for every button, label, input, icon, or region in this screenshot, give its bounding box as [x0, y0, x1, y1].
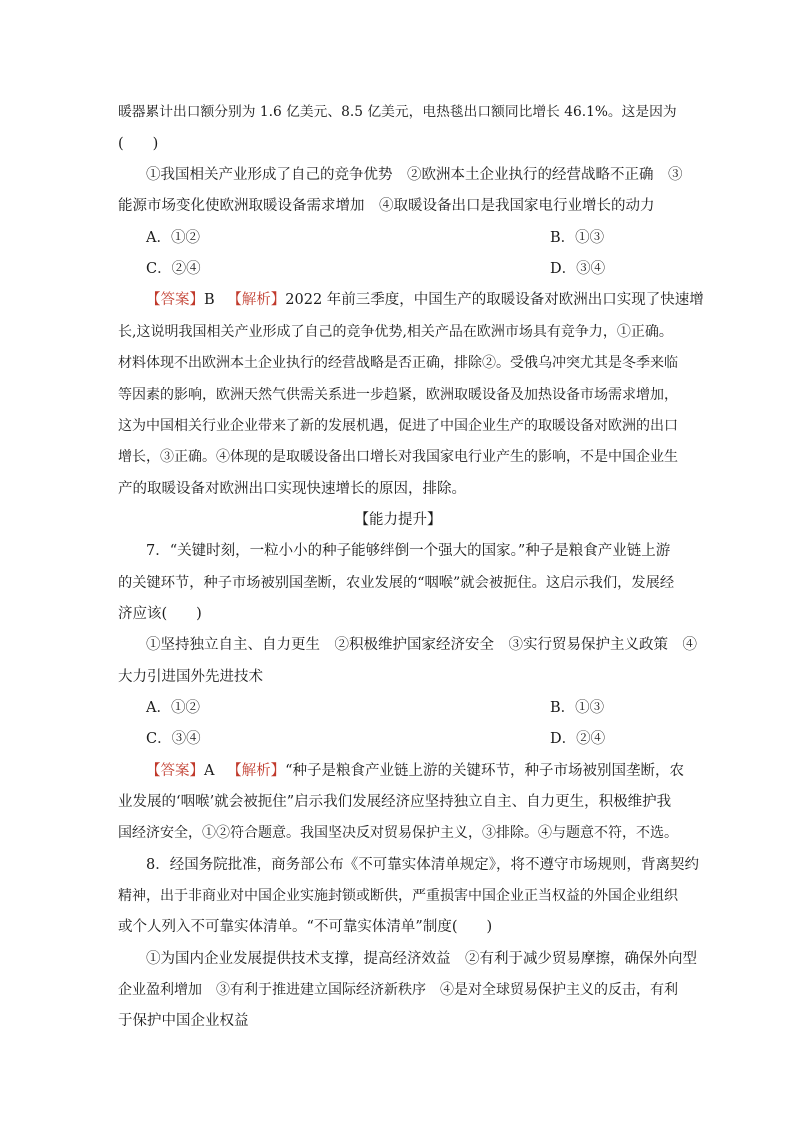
q7-answer-value: A	[204, 763, 215, 779]
q6-statements-line1: ①我国相关产业形成了自己的竞争优势 ②欧洲本土企业执行的经营战略不正确 ③	[146, 167, 683, 183]
q7-stem-line1: 7．“关键时刻，一粒小小的种子能够绊倒一个强大的国家。”种子是粮食产业链上游	[146, 543, 671, 559]
q6-analysis-line4: 等因素的影响，欧洲天然气供需关系进一步趋紧，欧洲取暖设备及加热设备市场需求增加，	[118, 387, 678, 403]
q6-option-a: A．①②	[146, 230, 200, 246]
q7-analysis-line2: 业发展的‘咽喉’就会被扼住”启示我们发展经济应坚持独立自主、自力更生，积极维护我	[118, 794, 672, 810]
q6-answer-value: B	[204, 292, 215, 308]
q6-answer-line	[146, 290, 706, 310]
q7-option-a: A．①②	[146, 700, 200, 716]
q7-options-row1	[146, 698, 706, 718]
q6-answer-blank: ( )	[118, 136, 159, 152]
q6-options-row1	[146, 228, 706, 248]
q6-analysis-line7: 产的取暖设备对欧洲出口实现快速增长的原因，排除。	[118, 481, 466, 497]
q6-option-c: C．②④	[146, 261, 201, 277]
q7-answer-line	[146, 761, 706, 781]
q7-analysis-line3: 国经济安全，①②符合题意。我国坚决反对贸易保护主义，③排除。④与题意不符，不选。	[118, 825, 678, 841]
q6-analysis-line1: 2022 年前三季度，中国生产的取暖设备对欧洲出口实现了快速增	[285, 292, 704, 308]
q6-analysis-line5: 这为中国相关行业企业带来了新的发展机遇，促进了中国企业生产的取暖设备对欧洲的出口	[118, 418, 678, 434]
q8-statements-line2: 企业盈利增加 ③有利于推进建立国际经济新秩序 ④是对全球贸易保护主义的反击，有利	[118, 982, 678, 998]
q6-stem-continued: 暖器累计出口额分别为 1.6 亿美元、8.5 亿美元，电热毯出口额同比增长 46.1%。这是因为	[118, 104, 677, 120]
q6-option-d: D．③④	[550, 261, 606, 277]
q7-stem-line2: 的关键环节，种子市场被别国垄断，农业发展的“咽喉”就会被扼住。这启示我们，发展经	[118, 575, 675, 591]
q6-statements-line2: 能源市场变化使欧洲取暖设备需求增加 ④取暖设备出口是我国家电行业增长的动力	[118, 198, 655, 214]
q6-answer-tag: 【答案】	[146, 292, 204, 308]
q6-analysis-line2: 长,这说明我国相关产业形成了自己的竞争优势,相关产品在欧洲市场具有竞争力，①正确。	[118, 324, 673, 340]
q8-statements-line3: 于保护中国企业权益	[118, 1013, 249, 1029]
q7-stem-line3: 济应该( )	[118, 606, 202, 622]
q7-analysis-line1: “种子是粮食产业链上游的关键环节，种子市场被别国垄断，农	[285, 763, 685, 779]
q7-answer-tag: 【答案】	[146, 763, 204, 779]
q8-stem-line3: 或个人列入不可靠实体清单。“不可靠实体清单”制度( )	[118, 919, 493, 935]
q7-analysis-tag: 【解析】	[227, 763, 286, 779]
q7-statements-line2: 大力引进国外先进技术	[118, 669, 263, 685]
q7-option-c: C．③④	[146, 731, 201, 747]
q7-option-b: B．①③	[550, 700, 605, 716]
q8-stem-line2: 精神，出于非商业对中国企业实施封锁或断供，严重损害中国企业正当权益的外国企业组织	[118, 888, 678, 904]
q7-option-d: D．②④	[550, 731, 606, 747]
q6-analysis-tag: 【解析】	[227, 292, 286, 308]
q8-statements-line1: ①为国内企业发展提供技术支撑，提高经济效益 ②有利于减少贸易摩擦，确保外向型	[146, 951, 697, 967]
section-title: 【能力提升】	[354, 512, 442, 528]
q6-analysis-line3: 材料体现不出欧洲本土企业执行的经营战略是否正确，排除②。受俄乌冲突尤其是冬季来临	[118, 355, 678, 371]
q7-statements-line1: ①坚持独立自主、自力更生 ②积极维护国家经济安全 ③实行贸易保护主义政策 ④	[146, 637, 697, 653]
q6-options-row2	[146, 259, 706, 279]
q8-stem-line1: 8．经国务院批准，商务部公布《不可靠实体清单规定》，将不遵守市场规则，背离契约	[146, 857, 699, 873]
q7-options-row2	[146, 729, 706, 749]
q6-option-b: B．①③	[550, 230, 605, 246]
q6-analysis-line6: 增长，③正确。④体现的是取暖设备出口增长对我国家电行业产生的影响，不是中国企业生	[118, 449, 678, 465]
